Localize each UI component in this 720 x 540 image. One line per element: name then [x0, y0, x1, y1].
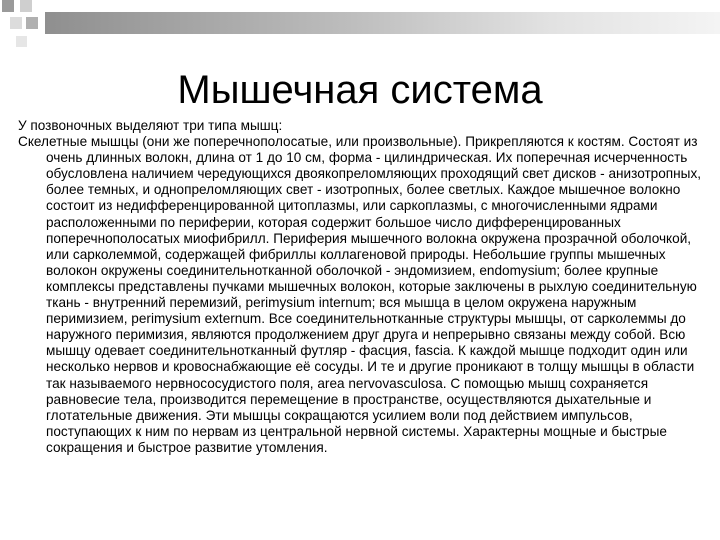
intro-text: У позвоночных выделяют три типа мышц:	[18, 118, 283, 133]
decor-square	[20, 0, 32, 12]
decor-square	[10, 17, 22, 29]
slide-body	[18, 118, 708, 456]
header-gradient-band	[45, 12, 720, 34]
skeletal-muscles-paragraph: Скелетные мышцы (они же поперечнополосатые, или произвольные). Прикрепляются к костям. Состоят из очень длинных волокн, длина от 1 до 10 см, форма - цилиндрическая. Их поперечная исчерченность обусловлена наличием чередующихся двоякопреломляющих проходящий свет дисков - анизотропных, более темных, и однопреломляющих свет - изотропных, более светлых. Каждое мышечное волокно состоит из недифференцированной цитоплазмы, или саркоплазмы, с многочисленными ядрами расположенными по периферии, которая содержит большое число дифференцированных поперечнополосатых миофибрилл. Периферия мышечного волокна окружена прозрачной оболочкой, или сарколеммой, содержащей фибриллы коллагеновой природы. Небольшие группы мышечных волокон окружены соединительнотканной оболочкой - эндомизием, endomysium; более крупные комплексы представлены пучками мышечных волокон, которые заключены в рыхлую соединительную ткань - внутренний перемизий, perimysium internum; вся мышца в целом окружена наружным перимизием, perimysium externum. Все соединительнотканные структуры мышцы, от сарколеммы до наружного перимизия, являются продолжением друг друга и непрерывно связаны между собой. Всю мышцу одевает соединительнотканный футляр - фасция, fascia. К каждой мышце подходит один или несколько нервов и кровоснабжающие её сосуды. И те и другие проникают в толщу мышцы в области так называемого нервнососудистого поля, area nervovasculosa. С помощью мышц сохраняется равновесие тела, производится перемещение в пространстве, осуществляются дыхательные и глотательные движения. Эти мышцы сокращаются усилием воли под действием импульсов, поступающих к ним по нервам из центральной нервной системы. Характерны мощные и быстрые сокращения и быстрое развитие утомления.	[18, 134, 702, 455]
slide-title: Мышечная система	[177, 68, 543, 112]
decor-square	[26, 17, 38, 29]
header-decoration	[0, 0, 720, 60]
decor-square	[2, 0, 14, 12]
decor-square	[16, 36, 27, 47]
